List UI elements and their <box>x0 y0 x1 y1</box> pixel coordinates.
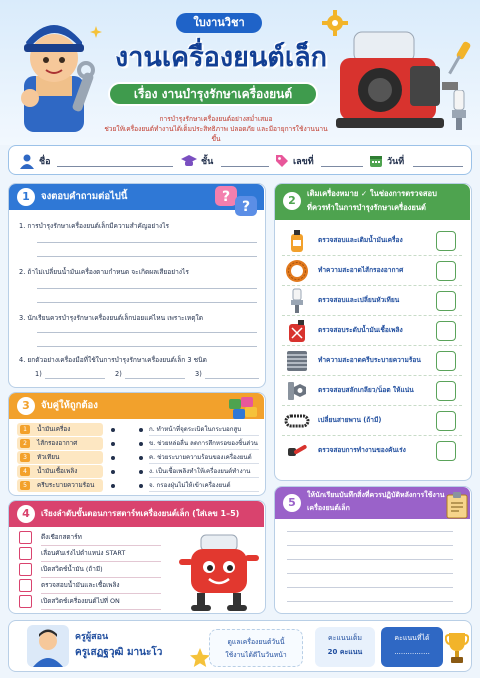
checklist-checkbox[interactable] <box>436 261 456 281</box>
student-info-bar <box>8 145 472 175</box>
checklist-item <box>282 406 462 436</box>
class-label: ชั้น <box>201 157 214 167</box>
match-dot-right[interactable] <box>139 470 143 474</box>
checklist-item <box>282 226 462 256</box>
section-2-card <box>274 183 472 481</box>
checklist-text: ทำความสะอาดไส้กรองอากาศ <box>318 266 404 274</box>
section-5-card <box>274 486 472 614</box>
footer-bar <box>8 620 472 672</box>
note-line[interactable] <box>287 601 453 602</box>
match-dot-left[interactable] <box>111 442 115 446</box>
start-step <box>19 563 153 577</box>
date-label: วันที่ <box>387 157 405 167</box>
match-definition: ง. เป็นเชื้อเพลิงทำให้เครื่องยนต์ทำงาน <box>149 465 259 478</box>
section-5-title-line-2: เครื่องยนต์เล็ก <box>307 504 350 512</box>
page-title: งานเครื่องยนต์เล็ก <box>115 42 327 73</box>
match-term-number: 2 <box>20 439 30 448</box>
note-line[interactable] <box>287 587 453 588</box>
throttle-lever-icon <box>284 438 310 464</box>
checklist-text: ตรวจสอบระดับน้ำมันเชื้อเพลิง <box>318 326 403 334</box>
start-step <box>19 579 153 593</box>
earned-score-box <box>381 627 443 667</box>
section-5-number: 5 <box>283 494 301 512</box>
match-dot-left[interactable] <box>111 428 115 432</box>
match-term <box>17 479 103 492</box>
checklist-item <box>282 346 462 376</box>
mechanic-boy-illustration <box>6 6 102 132</box>
name-label: ชื่อ <box>39 157 51 167</box>
section-4-number: 4 <box>17 505 35 523</box>
match-term-text: น้ำมันเชื้อเพลิง <box>37 467 78 475</box>
question-3: 3. นักเรียนควรบำรุงรักษาเครื่องยนต์เล็กบ่อยแค่ไหน เพราะเหตุใด <box>19 314 203 322</box>
answer-line[interactable] <box>37 332 257 333</box>
start-step <box>19 547 153 561</box>
checklist-checkbox[interactable] <box>436 231 456 251</box>
belt-icon <box>284 408 310 434</box>
match-term-number: 4 <box>20 467 30 476</box>
blank-label-3: 3) <box>195 370 202 378</box>
name-field[interactable] <box>57 166 173 167</box>
number-label: เลขที่ <box>293 157 314 167</box>
match-term <box>17 423 103 436</box>
checklist-item <box>282 256 462 286</box>
oil-bottle-icon <box>284 228 310 254</box>
checklist-checkbox[interactable] <box>436 411 456 431</box>
teacher-name: ครูเสฏฐวุฒิ มานะโว <box>75 647 163 658</box>
checklist-item <box>282 436 462 466</box>
description-line-2: ช่วยให้เครื่องยนต์ทำงานได้เต็มประสิทธิภาพ ปลอดภัย และมีอายุการใช้งานนานขึ้น <box>104 125 328 143</box>
step-order-box[interactable] <box>19 595 32 608</box>
match-term-text: หัวเทียน <box>37 453 60 461</box>
match-row <box>17 437 261 450</box>
match-dot-left[interactable] <box>111 484 115 488</box>
calendar-icon <box>369 154 383 168</box>
step-order-box[interactable] <box>19 579 32 592</box>
blank-label-1: 1) <box>35 370 42 378</box>
step-order-box[interactable] <box>19 563 32 576</box>
match-term-number: 1 <box>20 425 30 434</box>
section-5-header <box>275 487 470 519</box>
motto-box <box>209 629 303 667</box>
section-4-title: เรียงลำดับขั้นตอนการสตาร์ทเครื่องยนต์เล็ก (ใส่เลข 1–5) <box>41 509 240 518</box>
class-field[interactable] <box>221 166 269 167</box>
engine-mascot-illustration <box>177 533 263 613</box>
match-definition: ก. ทำหน้าที่จุดระเบิดในกระบอกสูบ <box>149 423 259 436</box>
match-term-number: 3 <box>20 453 30 462</box>
match-row <box>17 423 261 436</box>
puzzle-icon <box>227 395 261 421</box>
sheet-tag: ใบงานวิชา <box>176 13 262 33</box>
checklist-text: ตรวจสอบการทำงานของคันเร่ง <box>318 446 406 454</box>
match-definition: ข. ช่วยหล่อลื่น ลดการสึกหรอของชิ้นส่วน <box>149 437 259 450</box>
match-term-text: ครีบระบายความร้อน <box>37 481 95 489</box>
question-bubbles-icon <box>215 186 261 220</box>
number-field[interactable] <box>321 166 363 167</box>
star-icon <box>189 647 211 669</box>
answer-line[interactable] <box>37 302 257 303</box>
svg-text:?: ? <box>241 199 251 215</box>
match-term-text: น้ำมันเครื่อง <box>37 425 71 433</box>
svg-text:?: ? <box>221 189 231 205</box>
note-line[interactable] <box>287 559 453 560</box>
step-underline <box>41 561 161 562</box>
sparkle-icon <box>90 26 102 38</box>
checklist-checkbox[interactable] <box>436 351 456 371</box>
step-order-box[interactable] <box>19 547 32 560</box>
bolt-nut-icon <box>284 378 310 404</box>
checklist-item <box>282 316 462 346</box>
trophy-icon <box>445 631 469 665</box>
section-2-header <box>275 184 470 220</box>
full-score-box <box>315 627 375 667</box>
spark-plug-icon <box>284 288 310 314</box>
step-underline <box>41 545 161 546</box>
checklist-text: ตรวจสอบและเปลี่ยนหัวเทียน <box>318 296 400 304</box>
checklist-text: ตรวจสอบและเติมน้ำมันเครื่อง <box>318 236 403 244</box>
section-3-header <box>9 393 264 419</box>
section-2-title <box>307 187 437 215</box>
note-line[interactable] <box>287 531 453 532</box>
match-dot-right[interactable] <box>139 484 143 488</box>
checklist-checkbox[interactable] <box>436 321 456 341</box>
answer-line[interactable] <box>37 288 257 289</box>
teacher-role: ครูผู้สอน <box>75 632 109 642</box>
section-2-title-line-2: ที่ควรทำในการบำรุงรักษาเครื่องยนต์ <box>307 203 426 212</box>
checklist-text: ตรวจสอบสลักเกลียว/น็อต ให้แน่น <box>318 386 414 394</box>
match-dot-right[interactable] <box>139 456 143 460</box>
blank-label-2: 2) <box>115 370 122 378</box>
earned-score-field[interactable]: ................ <box>394 648 430 656</box>
section-3-title: จับคู่ให้ถูกต้อง <box>41 400 98 411</box>
match-term-number: 5 <box>20 481 30 490</box>
screwdriver-icon <box>442 40 472 80</box>
clipboard-icon <box>445 491 469 519</box>
tool-answer-1[interactable] <box>45 378 105 379</box>
earned-score-label: คะแนนที่ได้ <box>394 634 430 642</box>
match-dot-right[interactable] <box>139 428 143 432</box>
match-row <box>17 451 261 464</box>
match-term-text: ไส้กรองอากาศ <box>37 439 78 447</box>
match-dot-left[interactable] <box>111 470 115 474</box>
match-dot-right[interactable] <box>139 442 143 446</box>
step-underline <box>41 593 161 594</box>
question-1: 1. การบำรุงรักษาเครื่องยนต์เล็กมีความสำคัญอย่างไร <box>19 222 170 230</box>
question-4: 4. ยกตัวอย่างเครื่องมือที่ใช้ในการบำรุงรักษาเครื่องยนต์เล็ก 3 ชนิด <box>19 356 207 364</box>
topic-banner: เรื่อง งานบำรุงรักษาเครื่องยนต์ <box>108 82 318 106</box>
section-5-title <box>307 489 445 515</box>
step-text: ตรวจสอบน้ำมันและเชื้อเพลิง <box>41 581 120 589</box>
description-line-1: การบำรุงรักษาเครื่องยนต์อย่างสม่ำเสมอ <box>159 115 273 123</box>
step-underline <box>41 577 161 578</box>
match-term <box>17 451 103 464</box>
motto-line-1: ดูแลเครื่องยนต์วันนี้ <box>227 638 285 646</box>
match-definition: ค. ช่วยระบายความร้อนของเครื่องยนต์ <box>149 451 259 464</box>
match-dot-left[interactable] <box>111 456 115 460</box>
section-3-card <box>8 392 266 496</box>
checklist-checkbox[interactable] <box>436 381 456 401</box>
answer-line[interactable] <box>37 256 257 257</box>
tool-answer-3[interactable] <box>205 378 259 379</box>
start-step <box>19 595 153 609</box>
checklist-checkbox[interactable] <box>436 291 456 311</box>
step-text: ดึงเชือกสตาร์ท <box>41 533 82 541</box>
match-definition: จ. กรองฝุ่นไม่ให้เข้าเครื่องยนต์ <box>149 479 259 492</box>
cooling-fin-icon <box>284 348 310 374</box>
note-line[interactable] <box>287 573 453 574</box>
step-order-box[interactable] <box>19 531 32 544</box>
checklist-text: ทำความสะอาดครีบระบายความร้อน <box>318 356 421 364</box>
full-score-label: คะแนนเต็ม <box>327 634 363 642</box>
spark-plug-deco-icon <box>448 90 470 134</box>
step-text: เปิดสวิตช์เครื่องยนต์ไปที่ ON <box>41 597 120 605</box>
checklist-checkbox[interactable] <box>436 441 456 461</box>
section-2-number: 2 <box>283 192 301 210</box>
note-line[interactable] <box>287 545 453 546</box>
section-4-card <box>8 500 266 614</box>
date-field[interactable] <box>413 166 463 167</box>
full-score-value: 20 คะแนน <box>327 648 363 656</box>
section-5-title-line-1: ให้นักเรียนบันทึกสิ่งที่ควรปฏิบัติหลังการใช้งาน <box>307 491 445 499</box>
match-term <box>17 465 103 478</box>
motto-line-2: ใช้งานได้ดีในวันหน้า <box>225 651 287 659</box>
header-description <box>100 114 332 144</box>
step-text: เลื่อนคันเร่งไปตำแหน่ง START <box>41 549 126 557</box>
section-1-card <box>8 183 266 388</box>
section-3-number: 3 <box>17 397 35 415</box>
student-icon <box>19 153 35 169</box>
answer-line[interactable] <box>37 242 257 243</box>
step-text: เปิดสวิตช์น้ำมัน (ถ้ามี) <box>41 565 103 573</box>
match-row <box>17 479 261 492</box>
section-2-title-line-1: เติมเครื่องหมาย ✓ ในช่องการตรวจสอบ <box>307 189 437 198</box>
graduation-cap-icon <box>181 154 197 168</box>
question-2: 2. ถ้าไม่เปลี่ยนน้ำมันเครื่องตามกำหนด จะเกิดผลเสียอย่างไร <box>19 268 189 276</box>
header <box>0 0 480 145</box>
step-underline <box>41 609 161 610</box>
match-term <box>17 437 103 450</box>
tool-answer-2[interactable] <box>125 378 185 379</box>
tag-icon <box>275 154 289 168</box>
fuel-can-icon <box>284 318 310 344</box>
checklist-text: เปลี่ยนสายพาน (ถ้ามี) <box>318 416 382 424</box>
section-4-header <box>9 501 264 527</box>
checklist-item <box>282 376 462 406</box>
answer-line[interactable] <box>37 346 257 347</box>
teacher-avatar <box>27 625 69 667</box>
match-row <box>17 465 261 478</box>
section-1-title: จงตอบคำถามต่อไปนี้ <box>41 191 128 202</box>
checklist-item <box>282 286 462 316</box>
air-filter-icon <box>284 258 310 284</box>
section-1-number: 1 <box>17 188 35 206</box>
start-step <box>19 531 153 545</box>
